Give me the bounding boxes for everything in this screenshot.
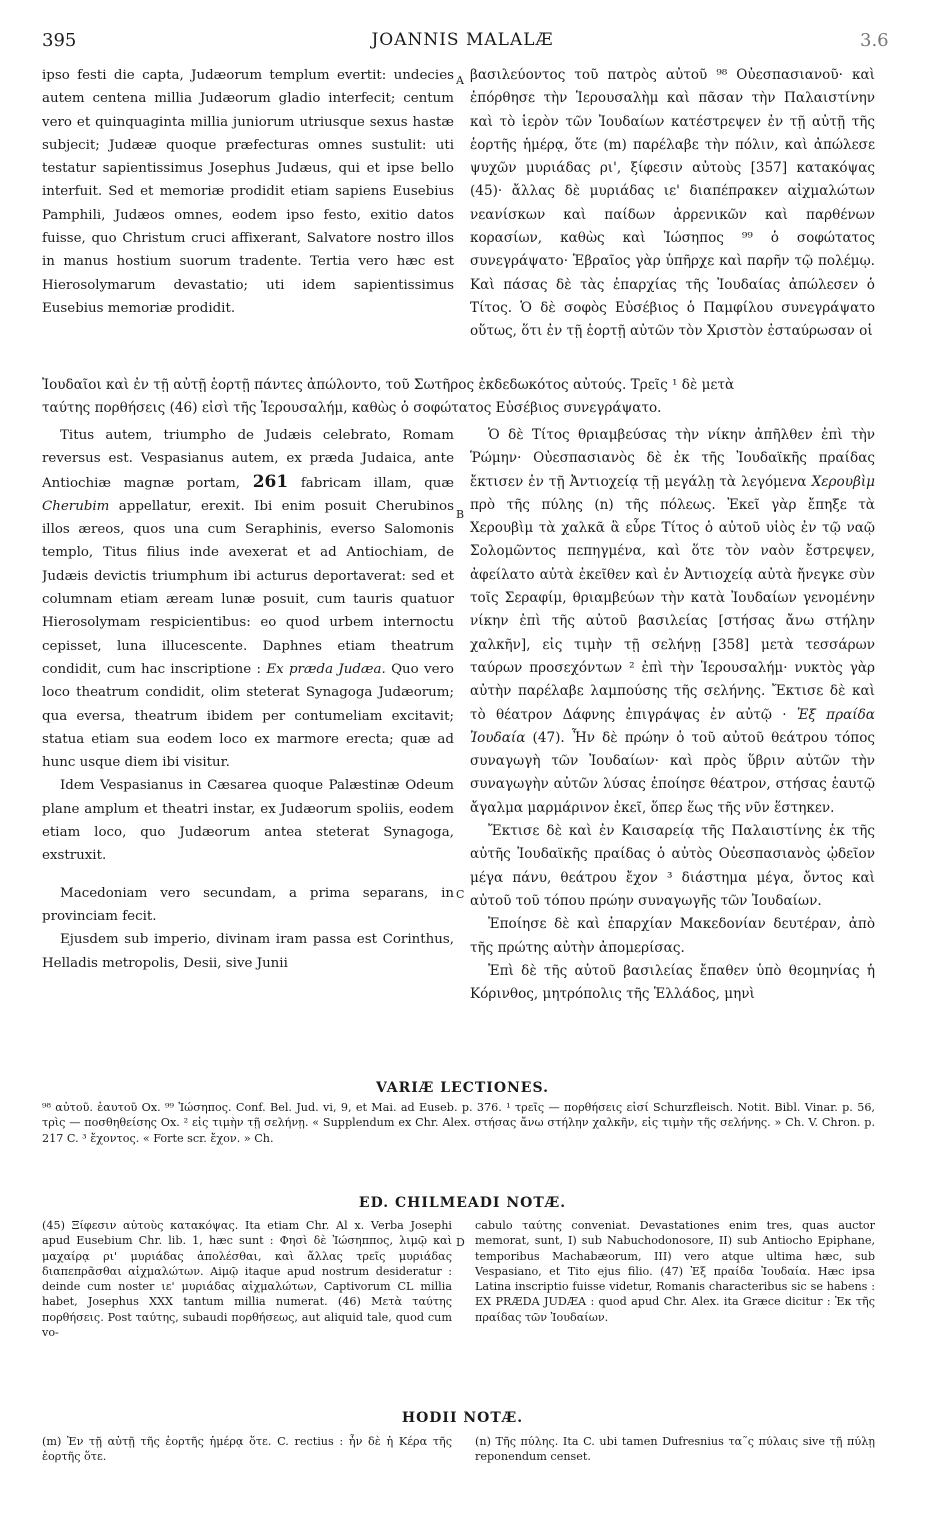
greek-column-top [470, 64, 875, 374]
margin-mark-b: B [456, 508, 465, 521]
greek-column-bottom [470, 424, 875, 1078]
variae-lectiones: ⁹⁸ αὐτοῦ. ἑαυτοῦ Ox. ⁹⁹ Ἰώσηπος. Conf. Bel. Jud. vi, 9, et Mai. ad Euseb. p. 376. ¹ τρεῖς — πορθήσεις εἰσί Schurzfleisch. Notit. Bibl. Vinar. p. 56, τρὶς — ποσθηθείσης Ox. ² εἰς τιμὴν τῇ σελήνῃ. « Supplendum ex Chr. Alex. στήσας ἄνω στήλην χαλκῆν, εἰς τιμὴν τῆς σελήνης. » Ch. V. Chron. p. 217 C. ³ ἔχοντος. « Forte scr. ἔχον. » Ch. [42, 1101, 875, 1145]
latin-paragraph [42, 424, 454, 774]
hodii-heading: HODII NOTÆ. [401, 1410, 524, 1426]
latin-paragraph: ipso festi die capta, Judæorum templum evertit: undecies autem centena millia Judæorum gladio interfecit; centum vero et quinquaginta millia juniorum utriusque sexus hastæ subjecit; Judææ quoque præfecturas omnes sustulit: uti testatur sapientissimus Josephus Judæus, qui et ipse bello interfuit. Sed et memoriæ prodidit etiam sapiens Eusebius Pamphili, Judæos omnes, eodem ipso festo, exitio datos fuisse, quo Christum cruci affixerant, Salvatore nostro illos in manus hostium suorum tradente. Tertia vero hæc est Hierosolymarum devastatio; uti idem sapientissimus Eusebius memoriæ prodidit. [42, 68, 454, 316]
latin-column-top [42, 64, 454, 374]
variae-heading: VARIÆ LECTIONES. [376, 1080, 549, 1096]
margin-mark-a: A [456, 74, 464, 87]
chilmead-notes-left: (45) Ξίφεσιν αὐτοὺς κατακόψας. Ita etiam Chr. Al x. Verba Josephi apud Eusebium Chr. lib. 1, hæc sunt : Φησὶ δὲ Ἰώσηππος, λιμῷ καὶ μαχαίρᾳ ρι' μυριάδας ἀπολέσθαι, καὶ ἄλλας τρεῖς μυριάδας διαπεπρᾶσθαι αἰχμαλώτων. Aiμῷ itaque apud nostrum desideratur : deinde cum noster ιε' μυριάδας αἰχμαλώτων, Captivorum CL millia habet, Josephus XXX tantum millia numerat. (46) Μετὰ ταύτης πορθήσεις. Post ταύτης, subaudi πορθήσεως, aut aliquid tale, quod cum vo- [42, 1219, 452, 1340]
latin-column-bottom [42, 424, 454, 1078]
greek-text: (47). Ἦν δὲ πρώην ὁ τοῦ αὐτοῦ θεάτρου τόπος συναγωγὴ τῶν Ἰουδαίων· καὶ πρὸς ὕβριν αὐτῶν τὴν συναγωγὴν αὐτῶν λύσας ἐποίησε θέατρον, στήσας ἑαυτῷ ἄγαλμα μαρμάρινον ἐκεῖ, ὅπερ ἕως τῆς νῦν ἕστηκεν. [470, 729, 875, 816]
latin-text: Quo vero loco theatrum condidit, olim steterat Synagoga Judæorum; qua eversa, theatrum ibidem per contumeliam excitavit; statua etiam sua eodem loco ex marmore erecta; quæ ad hunc usque diem ibi visitur. [42, 661, 454, 771]
greek-spanning-line: ταύτης πορθήσεις (46) εἰσὶ τῆς Ἱερουσαλήμ, καθὼς ὁ σοφώτατος Εὐσέβιος συνεγράψατο. [42, 400, 662, 417]
greek-text: Ὁ δὲ Τίτος θριαμβεύσας τὴν νίκην ἀπῆλθεν ἐπὶ τὴν Ῥώμην· Οὐεσπασιανὸς δὲ ἐκ τῆς Ἰουδαϊκῆς πραίδας ἔκτισεν ἐν τῇ Ἀντιοχείᾳ τῇ μεγάλῃ τὰ λεγόμενα [470, 427, 875, 490]
page-number: 395 [42, 30, 77, 51]
greek-italic-term: Χερουβὶμ [811, 473, 875, 490]
greek-spanning-lines [42, 374, 875, 421]
chilmead-notes-right: cabulo ταύτης conveniat. Devastationes enim tres, quas auctor memorat, sunt, I) sub Nabuchodonosore, II) sub Antiocho Epiphane, temporibus Machabæorum, III) vero atque ultima hæc, sub Vespasiano, et Tito ejus filio. (47) Ἐξ πραίδα Ἰουδαία. Hæc ipsa Latina inscriptio fuisse videtur, Romanis characteribus sic se habens : EX PRÆDA JUDÆA : quod apud Chr. Alex. ita Græce dicitur : Ἐκ τῆς πραίδας τῶν Ἰουδαίων. [475, 1219, 875, 1324]
latin-text: appellatur, erexit. Ibi enim posuit Cherubinos illos æreos, quos una cum Seraphinis, everso Salomonis templo, Titus filius inde avexerat et ad Antiochiam, de Judæis devictis triumphum ibi acturus deportaverat: sed et columnam etiam æream lunæ posuit, cum tauris quatuor Hierosolymam respicientibus: eo quod urbem internoctu cepisset, luna illucescente. Daphnes etiam theatrum condidit, cum hac inscriptione : [42, 498, 454, 677]
greek-inscription: Ἐξ πραίδα Ἰουδαία [470, 706, 875, 746]
greek-paragraph: Ἐπὶ δὲ τῆς αὐτοῦ βασιλείας ἔπαθεν ὑπὸ θεομηνίας ἡ Κόρινθος, μητρόπολις τῆς Ἑλλάδος, μηνὶ [470, 962, 875, 1003]
running-title: JOANNIS MALALÆ [371, 30, 554, 50]
chilmead-heading: ED. CHILMEADI NOTÆ. [358, 1195, 567, 1211]
greek-paragraph: βασιλεύοντος τοῦ πατρὸς αὐτοῦ ⁹⁸ Οὐεσπασιανοῦ· καὶ ἐπόρθησε τὴν Ἱερουσαλὴμ καὶ πᾶσαν τὴν Παλαιστίνην καὶ τὸ ἱερὸν τῶν Ἰουδαίων κατέστρεψεν ἐν τῇ αὐτῇ τῆς ἑορτῆς ἡμέρᾳ, ὅτε (m) παρέλαβε τὴν πόλιν, καὶ ἀπώλεσε ψυχῶν μυριάδας ρι', ξίφεσιν αὐτοὺς [357] κατακόψας (45)· ἄλλας δὲ μυριάδας ιε' διαπέπρακεν αἰχμαλώτων νεανίσκων καὶ παίδων ἀρρενικῶν καὶ παρθένων κορασίων, καθὼς καὶ Ἰώσηπος ⁹⁹ ὁ σοφώτατος συνεγράψατο· Ἑβραῖος γὰρ ὑπῆρχε καὶ παρῆν τῷ πολέμῳ. Καὶ πάσας δὲ τὰς ἐπαρχίας τῆς Ἰουδαίας ἀπώλεσεν ὁ Τίτος. Ὁ δὲ σοφὸς Εὐσέβιος ὁ Παμφίλου συνεγράψατο οὕτως, ὅτι ἐν τῇ ἑορτῇ αὐτῶν τὸν Χριστὸν ἐσταύρωσαν οἱ [470, 67, 875, 340]
greek-paragraph [470, 424, 875, 820]
header-right-mark: 3.6 [860, 30, 889, 51]
greek-spanning-line: Ἰουδαῖοι καὶ ἐν τῇ αὐτῇ ἑορτῇ πάντες ἀπώλοντο, τοῦ Σωτῆρος ἐκδεδωκότος αὐτούς. Τρεῖς ¹ δὲ μετὰ [42, 377, 735, 393]
margin-mark-d: D [456, 1236, 465, 1249]
running-header [0, 30, 925, 54]
greek-text: πρὸ τῆς πύλης (n) τῆς πόλεως. Ἐκεῖ γὰρ ἔπηξε τὰ Χερουβὶμ τὰ χαλκᾶ ἃ εὗρε Τίτος ὁ αὐτοῦ υἱὸς ἐν τῷ ναῷ Σολομῶντος πεπηγμένα, καὶ ὅτε τὸν ναὸν ἔστρεψεν, ἀφείλατο αὐτὰ ἐκεῖθεν καὶ ἐν Ἀντιοχείᾳ αὐτὰ ἤνεγκε σὺν τοῖς Σεραφίμ, θριαμβεύων τὴν κατὰ Ἰουδαίων γενομένην νίκην ἐπὶ τῆς αὐτοῦ βασιλείας [στήσας ἄνω στήλην χαλκῆν], εἰς τιμὴν τῇ σελήνῃ [358] μετὰ τεσσάρων ταύρων προσεχόντων ² ἐπὶ τὴν Ἱερουσαλήμ· νυκτὸς γὰρ αὐτὴν παρέλαβε λαμπούσης τῆς σελήνης. Ἔκτισε δὲ καὶ τὸ θέατρον Δάφνης ἐπιγράψας ἐν αὐτῷ · [470, 496, 875, 723]
latin-italic-term: Cherubim [42, 498, 110, 514]
latin-paragraph: Idem Vespasianus in Cæsarea quoque Palæstinæ Odeum plane amplum et theatri instar, ex Judæorum spoliis, eodem etiam loco, quo Judæorum antea steterat Synagoga, exstruxit. [42, 778, 454, 864]
section-number: 261 [252, 471, 289, 492]
latin-text: Titus autem, triumpho de Judæis celebrato, Romam reversus est. Vespasianus autem, ex præda Judaica, ante Antiochiæ magnæ portam, [42, 428, 454, 491]
latin-paragraph: Macedoniam vero secundam, a prima separans, in provinciam fecit. [42, 885, 454, 924]
latin-inscription: Ex præda Judæa. [266, 661, 386, 677]
greek-paragraph: Ἔκτισε δὲ καὶ ἐν Καισαρείᾳ τῆς Παλαιστίνης ἐκ τῆς αὐτῆς Ἰουδαϊκῆς πραίδας ὁ αὐτὸς Οὐεσπασιανὸς ᾠδεῖον μέγα πάνυ, θεάτρου ἔχον ³ διάστημα μέγα, ὄντος καὶ αὐτοῦ τοῦ τόπου πρώην συναγωγῆς τῶν Ἰουδαίων. [470, 823, 875, 909]
hodii-note-left: (m) Ἐν τῇ αὐτῇ τῆς ἑορτῆς ἡμέρᾳ ὅτε. C. rectius : ἦν δὲ ἡ Κέρα τῆς ἑορτῆς ὅτε. [42, 1435, 452, 1464]
margin-mark-c: C [456, 888, 465, 901]
latin-paragraph: Ejusdem sub imperio, divinam iram passa est Corinthus, Helladis metropolis, Desii, sive Junii [42, 932, 454, 971]
spacer [42, 868, 454, 882]
greek-paragraph: Ἐποίησε δὲ καὶ ἐπαρχίαν Μακεδονίαν δευτέραν, ἀπὸ τῆς πρώτης αὐτὴν ἀπομερίσας. [470, 916, 875, 956]
latin-text: fabricam illam, quæ [300, 475, 454, 491]
hodii-note-right: (n) Τῆς πύλης. Ita C. ubi tamen Dufresnius τα῀ς πύλαις sive τῇ πύλῃ reponendum censet. [475, 1435, 875, 1464]
